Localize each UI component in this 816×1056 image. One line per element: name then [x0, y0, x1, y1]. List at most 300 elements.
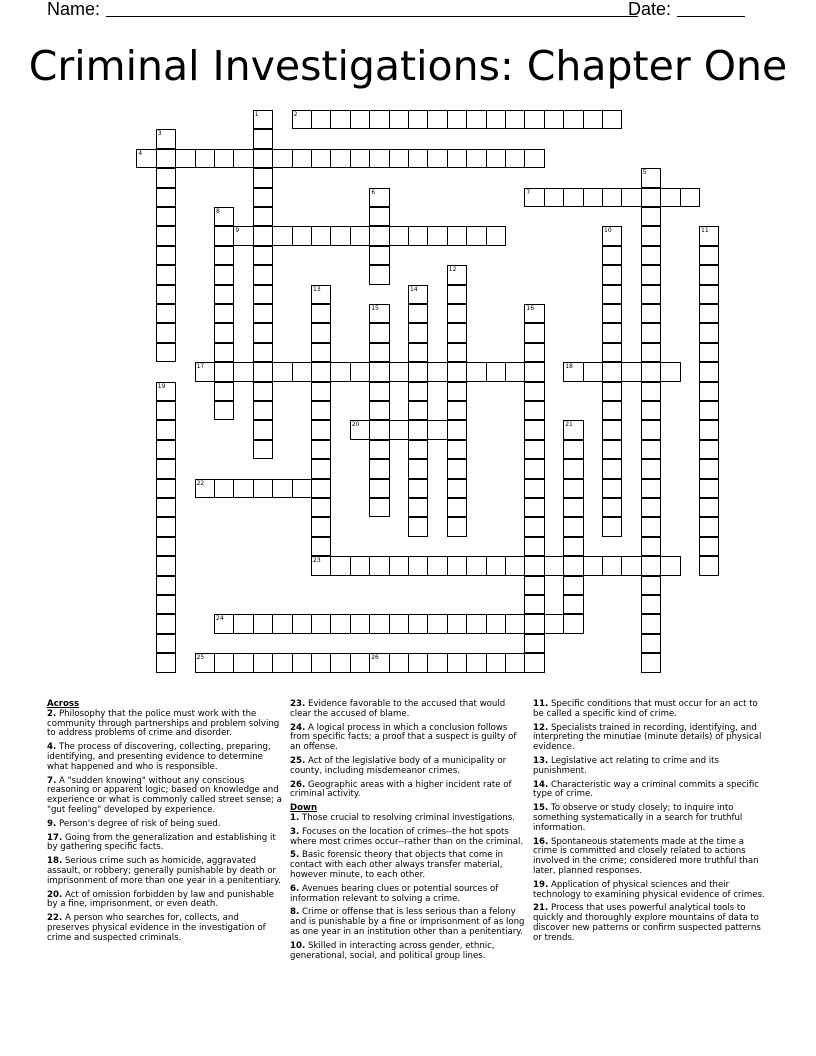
grid-cell[interactable] — [641, 188, 661, 207]
grid-cell[interactable] — [214, 246, 234, 265]
grid-cell[interactable] — [524, 382, 544, 401]
grid-cell[interactable] — [311, 362, 331, 381]
grid-cell[interactable] — [641, 537, 661, 556]
grid-cell[interactable] — [292, 479, 312, 498]
grid-cell[interactable] — [641, 362, 661, 381]
grid-cell[interactable] — [699, 498, 719, 517]
grid-cell[interactable] — [292, 226, 312, 245]
grid-cell[interactable] — [311, 382, 331, 401]
grid-cell[interactable] — [621, 188, 641, 207]
grid-cell[interactable] — [641, 498, 661, 517]
grid-cell[interactable] — [311, 614, 331, 633]
grid-cell[interactable] — [408, 420, 428, 439]
grid-cell[interactable] — [311, 517, 331, 536]
grid-cell[interactable] — [408, 459, 428, 478]
grid-cell[interactable] — [408, 343, 428, 362]
grid-cell[interactable] — [369, 440, 389, 459]
grid-cell[interactable] — [466, 556, 486, 575]
grid-cell[interactable] — [156, 226, 176, 245]
grid-cell[interactable] — [156, 129, 176, 148]
grid-cell[interactable] — [524, 362, 544, 381]
grid-cell[interactable] — [641, 323, 661, 342]
grid-cell[interactable] — [369, 556, 389, 575]
grid-cell[interactable] — [699, 420, 719, 439]
grid-cell[interactable] — [641, 265, 661, 284]
grid-cell[interactable] — [699, 459, 719, 478]
grid-cell[interactable] — [272, 362, 292, 381]
grid-cell[interactable] — [408, 382, 428, 401]
grid-cell[interactable] — [447, 304, 467, 323]
grid-cell[interactable] — [369, 188, 389, 207]
grid-cell[interactable] — [427, 420, 447, 439]
grid-cell[interactable] — [563, 537, 583, 556]
grid-cell[interactable] — [175, 149, 195, 168]
grid-cell[interactable] — [641, 595, 661, 614]
grid-cell[interactable] — [156, 498, 176, 517]
grid-cell[interactable] — [272, 614, 292, 633]
grid-cell[interactable] — [253, 168, 273, 187]
grid-cell[interactable] — [369, 382, 389, 401]
grid-cell[interactable] — [602, 420, 622, 439]
grid-cell[interactable] — [641, 382, 661, 401]
grid-cell[interactable] — [447, 401, 467, 420]
grid-cell[interactable] — [156, 246, 176, 265]
grid-cell[interactable] — [214, 265, 234, 284]
grid-cell[interactable] — [156, 188, 176, 207]
grid-cell[interactable] — [583, 556, 603, 575]
grid-cell[interactable] — [408, 285, 428, 304]
grid-cell[interactable] — [524, 440, 544, 459]
grid-cell[interactable] — [389, 226, 409, 245]
grid-cell[interactable] — [427, 362, 447, 381]
grid-cell[interactable] — [447, 226, 467, 245]
grid-cell[interactable] — [447, 382, 467, 401]
grid-cell[interactable] — [408, 149, 428, 168]
grid-cell[interactable] — [524, 537, 544, 556]
grid-cell[interactable] — [524, 576, 544, 595]
grid-cell[interactable] — [272, 149, 292, 168]
grid-cell[interactable] — [292, 149, 312, 168]
grid-cell[interactable] — [311, 304, 331, 323]
grid-cell[interactable] — [660, 188, 680, 207]
grid-cell[interactable] — [524, 653, 544, 672]
grid-cell[interactable] — [369, 459, 389, 478]
grid-cell[interactable] — [389, 362, 409, 381]
grid-cell[interactable] — [253, 246, 273, 265]
grid-cell[interactable] — [602, 285, 622, 304]
grid-cell[interactable] — [427, 614, 447, 633]
grid-cell[interactable] — [505, 653, 525, 672]
grid-cell[interactable] — [156, 517, 176, 536]
grid-cell[interactable] — [641, 246, 661, 265]
grid-cell[interactable] — [486, 110, 506, 129]
grid-cell[interactable] — [602, 304, 622, 323]
grid-cell[interactable] — [447, 343, 467, 362]
grid-cell[interactable] — [369, 265, 389, 284]
grid-cell[interactable] — [214, 304, 234, 323]
grid-cell[interactable] — [466, 653, 486, 672]
grid-cell[interactable] — [369, 498, 389, 517]
grid-cell[interactable] — [156, 149, 176, 168]
grid-cell[interactable] — [389, 653, 409, 672]
grid-cell[interactable] — [641, 226, 661, 245]
grid-cell[interactable] — [447, 459, 467, 478]
grid-cell[interactable] — [602, 459, 622, 478]
grid-cell[interactable] — [311, 420, 331, 439]
grid-cell[interactable] — [641, 576, 661, 595]
grid-cell[interactable] — [524, 304, 544, 323]
grid-cell[interactable] — [524, 595, 544, 614]
grid-cell[interactable] — [524, 614, 544, 633]
grid-cell[interactable] — [253, 188, 273, 207]
grid-cell[interactable] — [408, 498, 428, 517]
grid-cell[interactable] — [311, 556, 331, 575]
grid-cell[interactable] — [602, 440, 622, 459]
grid-cell[interactable] — [369, 226, 389, 245]
grid-cell[interactable] — [350, 653, 370, 672]
grid-cell[interactable] — [602, 188, 622, 207]
grid-cell[interactable] — [602, 517, 622, 536]
grid-cell[interactable] — [563, 479, 583, 498]
grid-cell[interactable] — [602, 479, 622, 498]
grid-cell[interactable] — [214, 362, 234, 381]
grid-cell[interactable] — [156, 401, 176, 420]
grid-cell[interactable] — [466, 149, 486, 168]
grid-cell[interactable] — [447, 285, 467, 304]
grid-cell[interactable] — [583, 362, 603, 381]
grid-cell[interactable] — [156, 595, 176, 614]
grid-cell[interactable] — [311, 459, 331, 478]
grid-cell[interactable] — [563, 576, 583, 595]
grid-cell[interactable] — [156, 285, 176, 304]
grid-cell[interactable] — [486, 556, 506, 575]
grid-cell[interactable] — [583, 110, 603, 129]
grid-cell[interactable] — [369, 653, 389, 672]
grid-cell[interactable] — [602, 556, 622, 575]
grid-cell[interactable] — [524, 498, 544, 517]
grid-cell[interactable] — [350, 226, 370, 245]
grid-cell[interactable] — [408, 226, 428, 245]
grid-cell[interactable] — [699, 285, 719, 304]
grid-cell[interactable] — [427, 149, 447, 168]
grid-cell[interactable] — [660, 556, 680, 575]
grid-cell[interactable] — [524, 110, 544, 129]
grid-cell[interactable] — [447, 420, 467, 439]
grid-cell[interactable] — [602, 362, 622, 381]
grid-cell[interactable] — [544, 110, 564, 129]
grid-cell[interactable] — [699, 226, 719, 245]
grid-cell[interactable] — [369, 401, 389, 420]
grid-cell[interactable] — [272, 653, 292, 672]
grid-cell[interactable] — [563, 188, 583, 207]
grid-cell[interactable] — [253, 265, 273, 284]
grid-cell[interactable] — [505, 614, 525, 633]
grid-cell[interactable] — [563, 362, 583, 381]
grid-cell[interactable] — [699, 323, 719, 342]
grid-cell[interactable] — [505, 149, 525, 168]
grid-cell[interactable] — [330, 149, 350, 168]
grid-cell[interactable] — [253, 653, 273, 672]
grid-cell[interactable] — [641, 556, 661, 575]
grid-cell[interactable] — [563, 614, 583, 633]
grid-cell[interactable] — [641, 343, 661, 362]
grid-cell[interactable] — [602, 498, 622, 517]
grid-cell[interactable] — [699, 265, 719, 284]
grid-cell[interactable] — [408, 304, 428, 323]
grid-cell[interactable] — [408, 479, 428, 498]
grid-cell[interactable] — [641, 304, 661, 323]
grid-cell[interactable] — [292, 110, 312, 129]
grid-cell[interactable] — [563, 110, 583, 129]
grid-cell[interactable] — [524, 420, 544, 439]
grid-cell[interactable] — [641, 634, 661, 653]
grid-cell[interactable] — [408, 517, 428, 536]
grid-cell[interactable] — [389, 614, 409, 633]
grid-cell[interactable] — [369, 110, 389, 129]
grid-cell[interactable] — [524, 188, 544, 207]
grid-cell[interactable] — [311, 149, 331, 168]
grid-cell[interactable] — [486, 614, 506, 633]
grid-cell[interactable] — [311, 226, 331, 245]
grid-cell[interactable] — [214, 207, 234, 226]
grid-cell[interactable] — [233, 614, 253, 633]
grid-cell[interactable] — [195, 653, 215, 672]
grid-cell[interactable] — [156, 440, 176, 459]
grid-cell[interactable] — [253, 129, 273, 148]
grid-cell[interactable] — [699, 362, 719, 381]
grid-cell[interactable] — [156, 304, 176, 323]
grid-cell[interactable] — [253, 207, 273, 226]
grid-cell[interactable] — [447, 653, 467, 672]
grid-cell[interactable] — [156, 323, 176, 342]
grid-cell[interactable] — [311, 479, 331, 498]
grid-cell[interactable] — [447, 265, 467, 284]
grid-cell[interactable] — [369, 362, 389, 381]
grid-cell[interactable] — [641, 401, 661, 420]
grid-cell[interactable] — [466, 110, 486, 129]
grid-cell[interactable] — [544, 556, 564, 575]
grid-cell[interactable] — [486, 149, 506, 168]
grid-cell[interactable] — [466, 226, 486, 245]
grid-cell[interactable] — [641, 479, 661, 498]
grid-cell[interactable] — [408, 323, 428, 342]
grid-cell[interactable] — [641, 614, 661, 633]
grid-cell[interactable] — [389, 420, 409, 439]
grid-cell[interactable] — [427, 226, 447, 245]
grid-cell[interactable] — [214, 614, 234, 633]
grid-cell[interactable] — [408, 614, 428, 633]
grid-cell[interactable] — [253, 440, 273, 459]
grid-cell[interactable] — [408, 653, 428, 672]
grid-cell[interactable] — [253, 285, 273, 304]
grid-cell[interactable] — [563, 440, 583, 459]
grid-cell[interactable] — [447, 440, 467, 459]
grid-cell[interactable] — [486, 362, 506, 381]
grid-cell[interactable] — [447, 362, 467, 381]
grid-cell[interactable] — [311, 498, 331, 517]
grid-cell[interactable] — [583, 188, 603, 207]
grid-cell[interactable] — [641, 168, 661, 187]
grid-cell[interactable] — [602, 323, 622, 342]
grid-cell[interactable] — [272, 479, 292, 498]
grid-cell[interactable] — [156, 614, 176, 633]
grid-cell[interactable] — [699, 343, 719, 362]
grid-cell[interactable] — [602, 246, 622, 265]
grid-cell[interactable] — [369, 149, 389, 168]
grid-cell[interactable] — [369, 420, 389, 439]
grid-cell[interactable] — [195, 362, 215, 381]
grid-cell[interactable] — [389, 149, 409, 168]
grid-cell[interactable] — [350, 362, 370, 381]
grid-cell[interactable] — [447, 479, 467, 498]
grid-cell[interactable] — [563, 459, 583, 478]
grid-cell[interactable] — [699, 246, 719, 265]
grid-cell[interactable] — [447, 498, 467, 517]
grid-cell[interactable] — [699, 479, 719, 498]
grid-cell[interactable] — [330, 653, 350, 672]
grid-cell[interactable] — [466, 614, 486, 633]
grid-cell[interactable] — [253, 479, 273, 498]
grid-cell[interactable] — [524, 323, 544, 342]
grid-cell[interactable] — [408, 556, 428, 575]
grid-cell[interactable] — [330, 226, 350, 245]
grid-cell[interactable] — [524, 343, 544, 362]
grid-cell[interactable] — [563, 595, 583, 614]
grid-cell[interactable] — [486, 226, 506, 245]
grid-cell[interactable] — [427, 110, 447, 129]
grid-cell[interactable] — [214, 149, 234, 168]
grid-cell[interactable] — [699, 556, 719, 575]
grid-cell[interactable] — [330, 556, 350, 575]
grid-cell[interactable] — [195, 149, 215, 168]
grid-cell[interactable] — [214, 323, 234, 342]
grid-cell[interactable] — [330, 614, 350, 633]
grid-cell[interactable] — [447, 517, 467, 536]
grid-cell[interactable] — [350, 420, 370, 439]
grid-cell[interactable] — [156, 382, 176, 401]
grid-cell[interactable] — [447, 323, 467, 342]
grid-cell[interactable] — [408, 362, 428, 381]
grid-cell[interactable] — [563, 517, 583, 536]
grid-cell[interactable] — [408, 401, 428, 420]
grid-cell[interactable] — [292, 614, 312, 633]
grid-cell[interactable] — [214, 285, 234, 304]
grid-cell[interactable] — [292, 362, 312, 381]
grid-cell[interactable] — [389, 556, 409, 575]
grid-cell[interactable] — [447, 149, 467, 168]
grid-cell[interactable] — [602, 401, 622, 420]
grid-cell[interactable] — [660, 362, 680, 381]
grid-cell[interactable] — [350, 149, 370, 168]
grid-cell[interactable] — [602, 382, 622, 401]
grid-cell[interactable] — [621, 362, 641, 381]
grid-cell[interactable] — [214, 226, 234, 245]
grid-cell[interactable] — [602, 265, 622, 284]
grid-cell[interactable] — [602, 110, 622, 129]
grid-cell[interactable] — [253, 614, 273, 633]
grid-cell[interactable] — [369, 343, 389, 362]
grid-cell[interactable] — [408, 110, 428, 129]
grid-cell[interactable] — [311, 401, 331, 420]
grid-cell[interactable] — [156, 343, 176, 362]
grid-cell[interactable] — [427, 556, 447, 575]
grid-cell[interactable] — [486, 653, 506, 672]
grid-cell[interactable] — [447, 556, 467, 575]
grid-cell[interactable] — [156, 653, 176, 672]
grid-cell[interactable] — [699, 440, 719, 459]
grid-cell[interactable] — [311, 537, 331, 556]
grid-cell[interactable] — [311, 343, 331, 362]
grid-cell[interactable] — [214, 401, 234, 420]
grid-cell[interactable] — [447, 110, 467, 129]
grid-cell[interactable] — [350, 556, 370, 575]
grid-cell[interactable] — [253, 323, 273, 342]
grid-cell[interactable] — [156, 479, 176, 498]
grid-cell[interactable] — [427, 653, 447, 672]
grid-cell[interactable] — [699, 517, 719, 536]
grid-cell[interactable] — [369, 614, 389, 633]
grid-cell[interactable] — [602, 343, 622, 362]
grid-cell[interactable] — [641, 653, 661, 672]
grid-cell[interactable] — [524, 556, 544, 575]
grid-cell[interactable] — [156, 634, 176, 653]
grid-cell[interactable] — [524, 459, 544, 478]
grid-cell[interactable] — [563, 556, 583, 575]
grid-cell[interactable] — [311, 323, 331, 342]
grid-cell[interactable] — [156, 207, 176, 226]
grid-cell[interactable] — [641, 459, 661, 478]
grid-cell[interactable] — [233, 149, 253, 168]
grid-cell[interactable] — [524, 149, 544, 168]
grid-cell[interactable] — [524, 517, 544, 536]
grid-cell[interactable] — [253, 343, 273, 362]
grid-cell[interactable] — [641, 285, 661, 304]
grid-cell[interactable] — [156, 265, 176, 284]
grid-cell[interactable] — [563, 498, 583, 517]
grid-cell[interactable] — [505, 362, 525, 381]
grid-cell[interactable] — [253, 401, 273, 420]
grid-cell[interactable] — [214, 343, 234, 362]
grid-cell[interactable] — [369, 479, 389, 498]
grid-cell[interactable] — [253, 304, 273, 323]
grid-cell[interactable] — [350, 110, 370, 129]
grid-cell[interactable] — [311, 110, 331, 129]
grid-cell[interactable] — [195, 479, 215, 498]
grid-cell[interactable] — [156, 556, 176, 575]
grid-cell[interactable] — [505, 110, 525, 129]
grid-cell[interactable] — [524, 479, 544, 498]
grid-cell[interactable] — [369, 246, 389, 265]
grid-cell[interactable] — [253, 226, 273, 245]
grid-cell[interactable] — [447, 614, 467, 633]
grid-cell[interactable] — [544, 614, 564, 633]
grid-cell[interactable] — [233, 226, 253, 245]
grid-cell[interactable] — [699, 382, 719, 401]
grid-cell[interactable] — [330, 110, 350, 129]
grid-cell[interactable] — [233, 653, 253, 672]
grid-cell[interactable] — [621, 556, 641, 575]
grid-cell[interactable] — [699, 537, 719, 556]
grid-cell[interactable] — [156, 537, 176, 556]
grid-cell[interactable] — [408, 440, 428, 459]
grid-cell[interactable] — [233, 362, 253, 381]
grid-cell[interactable] — [311, 440, 331, 459]
grid-cell[interactable] — [699, 401, 719, 420]
grid-cell[interactable] — [369, 304, 389, 323]
grid-cell[interactable] — [214, 479, 234, 498]
grid-cell[interactable] — [369, 323, 389, 342]
grid-cell[interactable] — [253, 420, 273, 439]
